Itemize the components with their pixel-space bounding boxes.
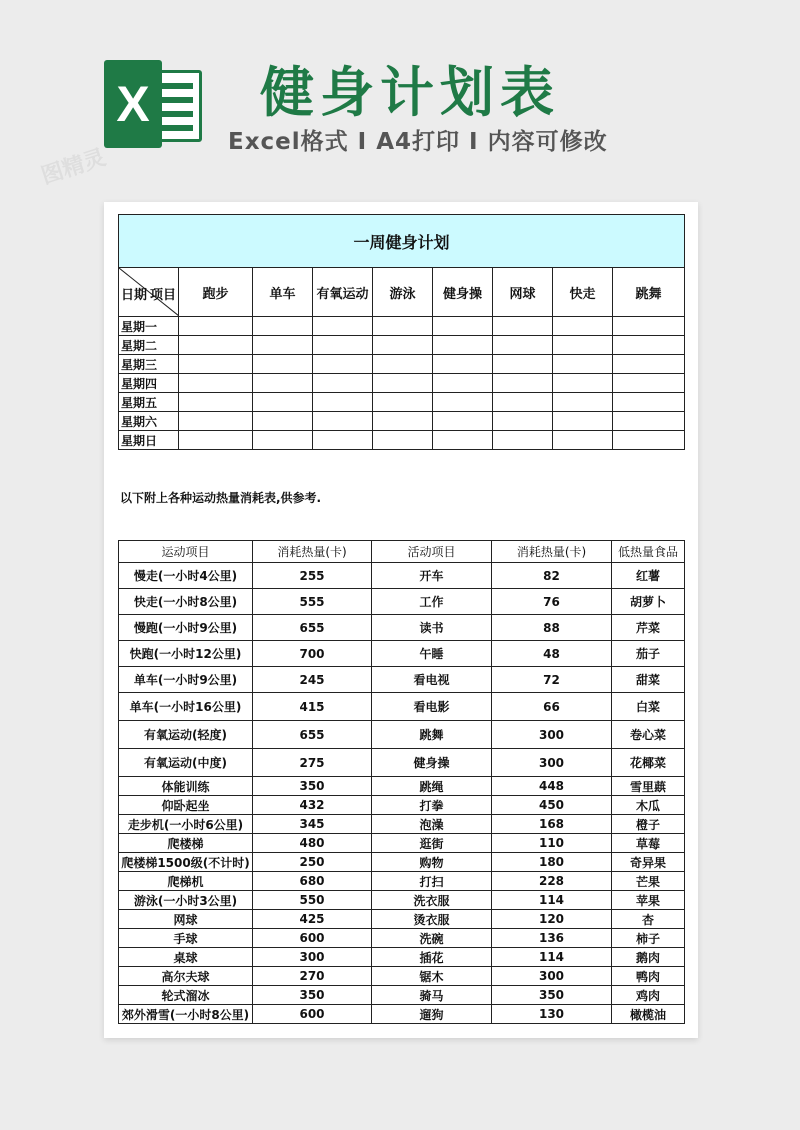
plan-cell[interactable] [179,374,253,393]
calorie-cell: 300 [253,948,372,967]
calorie-cell: 苹果 [612,891,685,910]
calorie-cell: 遛狗 [372,1005,492,1024]
calorie-cell: 高尔夫球 [119,967,253,986]
excel-logo-icon [104,60,204,148]
plan-cell[interactable] [433,431,493,450]
plan-cell[interactable] [493,336,553,355]
calorie-row [119,777,685,796]
day-label: 星期二 [119,336,179,355]
plan-cell[interactable] [179,317,253,336]
calorie-cell: 爬楼梯 [119,834,253,853]
calorie-cell: 66 [492,693,612,721]
calorie-cell: 270 [253,967,372,986]
calorie-cell: 228 [492,872,612,891]
calorie-row [119,853,685,872]
plan-cell[interactable] [493,431,553,450]
calorie-cell: 洗碗 [372,929,492,948]
calorie-cell: 655 [253,615,372,641]
calorie-cell: 350 [253,777,372,796]
calorie-cell: 555 [253,589,372,615]
day-row [119,336,685,355]
plan-cell[interactable] [179,355,253,374]
calorie-cell: 奇异果 [612,853,685,872]
calorie-cell: 700 [253,641,372,667]
diagonal-header-cell [119,268,179,317]
calorie-cell: 130 [492,1005,612,1024]
plan-cell[interactable] [179,412,253,431]
day-row [119,431,685,450]
plan-cell[interactable] [613,336,685,355]
activity-header: 网球 [493,268,553,317]
calorie-cell: 看电影 [372,693,492,721]
calorie-cell: 午睡 [372,641,492,667]
plan-cell[interactable] [253,374,313,393]
plan-cell[interactable] [433,317,493,336]
calorie-cell: 胡萝卜 [612,589,685,615]
activity-header: 有氧运动 [313,268,373,317]
calorie-cell: 655 [253,721,372,749]
plan-title-cell: 一周健身计划 [119,215,685,268]
plan-cell[interactable] [313,431,373,450]
plan-cell[interactable] [373,374,433,393]
calorie-cell: 有氧运动(中度) [119,749,253,777]
plan-cell[interactable] [253,336,313,355]
plan-cell[interactable] [373,412,433,431]
calorie-cell: 慢走(一小时4公里) [119,563,253,589]
plan-cell[interactable] [553,431,613,450]
plan-cell[interactable] [553,393,613,412]
calorie-row [119,667,685,693]
calorie-cell: 114 [492,891,612,910]
calorie-cell: 600 [253,1005,372,1024]
activity-header: 跑步 [179,268,253,317]
excel-letter-badge: X [104,60,162,148]
calorie-cell: 345 [253,815,372,834]
plan-cell[interactable] [373,355,433,374]
plan-cell[interactable] [313,393,373,412]
weekly-plan-table [118,214,685,450]
plan-cell[interactable] [373,393,433,412]
calorie-cell: 橙子 [612,815,685,834]
plan-cell[interactable] [179,336,253,355]
plan-cell[interactable] [253,317,313,336]
plan-cell[interactable] [373,336,433,355]
activity-header: 单车 [253,268,313,317]
page-title: 健身计划表 [260,61,560,124]
plan-cell[interactable] [613,317,685,336]
calorie-cell: 仰卧起坐 [119,796,253,815]
plan-cell[interactable] [613,374,685,393]
calorie-cell: 芹菜 [612,615,685,641]
calorie-row [119,693,685,721]
calorie-cell: 136 [492,929,612,948]
calorie-row [119,986,685,1005]
calorie-row [119,749,685,777]
plan-cell[interactable] [433,336,493,355]
calorie-cell: 柿子 [612,929,685,948]
calorie-cell: 泡澡 [372,815,492,834]
calorie-cell: 打拳 [372,796,492,815]
plan-cell[interactable] [313,355,373,374]
calorie-cell: 草莓 [612,834,685,853]
calorie-cell: 购物 [372,853,492,872]
calorie-row [119,967,685,986]
calorie-cell: 洗衣服 [372,891,492,910]
date-axis-label: 日期 [121,288,148,303]
item-axis-label: 项目 [149,288,176,303]
calorie-cell: 425 [253,910,372,929]
plan-cell[interactable] [253,393,313,412]
plan-cell[interactable] [493,412,553,431]
calorie-header-cell: 运动项目 [119,541,253,563]
plan-cell[interactable] [433,412,493,431]
calorie-row [119,721,685,749]
calorie-header-cell: 消耗热量(卡) [492,541,612,563]
calorie-cell: 快跑(一小时12公里) [119,641,253,667]
calorie-cell: 茄子 [612,641,685,667]
calorie-cell: 76 [492,589,612,615]
calorie-cell: 82 [492,563,612,589]
calorie-cell: 275 [253,749,372,777]
activity-header: 快走 [553,268,613,317]
plan-cell[interactable] [313,317,373,336]
calorie-cell: 300 [492,967,612,986]
calorie-header-cell: 消耗热量(卡) [253,541,372,563]
calorie-row [119,910,685,929]
calorie-cell: 有氧运动(轻度) [119,721,253,749]
calorie-cell: 350 [253,986,372,1005]
calorie-cell: 烫衣服 [372,910,492,929]
calorie-row [119,796,685,815]
calorie-cell: 跳绳 [372,777,492,796]
calorie-cell: 300 [492,721,612,749]
plan-cell[interactable] [253,431,313,450]
calorie-cell: 255 [253,563,372,589]
calorie-cell: 600 [253,929,372,948]
plan-cell[interactable] [179,431,253,450]
calorie-cell: 鹅肉 [612,948,685,967]
day-label: 星期一 [119,317,179,336]
calorie-cell: 250 [253,853,372,872]
page-subtitle: Excel格式 I A4打印 I 内容可修改 [228,129,608,155]
calorie-cell: 72 [492,667,612,693]
plan-cell[interactable] [433,393,493,412]
calorie-cell: 245 [253,667,372,693]
calorie-cell: 手球 [119,929,253,948]
calorie-cell: 工作 [372,589,492,615]
day-row [119,393,685,412]
calorie-cell: 114 [492,948,612,967]
calorie-row [119,929,685,948]
calorie-cell: 逛街 [372,834,492,853]
calorie-cell: 雪里蕻 [612,777,685,796]
plan-cell[interactable] [253,412,313,431]
plan-cell[interactable] [313,336,373,355]
header [0,0,800,200]
calorie-cell: 鸡肉 [612,986,685,1005]
calorie-cell: 杏 [612,910,685,929]
calorie-cell: 走步机(一小时6公里) [119,815,253,834]
calorie-cell: 跳舞 [372,721,492,749]
calorie-cell: 桌球 [119,948,253,967]
plan-cell[interactable] [553,317,613,336]
day-label: 星期三 [119,355,179,374]
plan-cell[interactable] [253,355,313,374]
day-row [119,374,685,393]
plan-cell[interactable] [613,355,685,374]
plan-cell[interactable] [553,412,613,431]
calorie-cell: 网球 [119,910,253,929]
calorie-cell: 450 [492,796,612,815]
day-label: 星期四 [119,374,179,393]
calorie-cell: 550 [253,891,372,910]
calorie-row [119,948,685,967]
calorie-cell: 打扫 [372,872,492,891]
calorie-cell: 快走(一小时8公里) [119,589,253,615]
calorie-cell: 168 [492,815,612,834]
calorie-row [119,815,685,834]
plan-cell[interactable] [313,374,373,393]
reference-note: 以下附上各种运动热量消耗表,供参考. [120,491,322,505]
calorie-header-row [119,541,685,563]
calorie-cell: 轮式溜冰 [119,986,253,1005]
calorie-cell: 骑马 [372,986,492,1005]
calorie-header-cell: 活动项目 [372,541,492,563]
calorie-cell: 350 [492,986,612,1005]
calorie-cell: 橄榄油 [612,1005,685,1024]
plan-cell[interactable] [179,393,253,412]
plan-cell[interactable] [553,336,613,355]
calorie-cell: 红薯 [612,563,685,589]
day-label: 星期日 [119,431,179,450]
calorie-cell: 480 [253,834,372,853]
plan-cell[interactable] [493,355,553,374]
plan-cell[interactable] [493,374,553,393]
calorie-cell: 爬梯机 [119,872,253,891]
day-row [119,355,685,374]
calorie-cell: 慢跑(一小时9公里) [119,615,253,641]
calorie-cell: 体能训练 [119,777,253,796]
calorie-cell: 180 [492,853,612,872]
calorie-cell: 88 [492,615,612,641]
calorie-cell: 432 [253,796,372,815]
calorie-cell: 110 [492,834,612,853]
calorie-cell: 郊外滑雪(一小时8公里) [119,1005,253,1024]
plan-cell[interactable] [433,355,493,374]
calorie-cell: 卷心菜 [612,721,685,749]
plan-cell[interactable] [373,317,433,336]
calorie-cell: 健身操 [372,749,492,777]
calorie-cell: 木瓜 [612,796,685,815]
plan-cell[interactable] [613,412,685,431]
calorie-row [119,1005,685,1024]
activity-header: 跳舞 [613,268,685,317]
calorie-row [119,834,685,853]
calorie-row [119,563,685,589]
plan-cell[interactable] [433,374,493,393]
day-row [119,317,685,336]
calorie-cell: 鸭肉 [612,967,685,986]
calorie-header-cell: 低热量食品 [612,541,685,563]
calorie-cell: 看电视 [372,667,492,693]
calorie-cell: 开车 [372,563,492,589]
day-label: 星期六 [119,412,179,431]
calorie-cell: 单车(一小时9公里) [119,667,253,693]
plan-cell[interactable] [613,431,685,450]
calorie-cell: 插花 [372,948,492,967]
calorie-row [119,641,685,667]
calorie-row [119,589,685,615]
calorie-cell: 游泳(一小时3公里) [119,891,253,910]
calorie-cell: 120 [492,910,612,929]
plan-cell[interactable] [493,317,553,336]
day-label: 星期五 [119,393,179,412]
calorie-row [119,872,685,891]
document-page [104,202,698,1038]
plan-cell[interactable] [313,412,373,431]
calorie-cell: 415 [253,693,372,721]
plan-cell[interactable] [373,431,433,450]
calorie-table [118,540,685,1024]
calorie-row [119,891,685,910]
calorie-cell: 48 [492,641,612,667]
activity-header: 游泳 [373,268,433,317]
plan-cell[interactable] [613,393,685,412]
calorie-cell: 爬楼梯1500级(不计时) [119,853,253,872]
calorie-cell: 锯木 [372,967,492,986]
calorie-cell: 白菜 [612,693,685,721]
watermark: 图精灵 [38,145,109,190]
calorie-cell: 680 [253,872,372,891]
calorie-cell: 读书 [372,615,492,641]
plan-cell[interactable] [553,374,613,393]
plan-header-row [119,268,685,317]
calorie-cell: 花椰菜 [612,749,685,777]
calorie-cell: 甜菜 [612,667,685,693]
calorie-cell: 300 [492,749,612,777]
activity-header: 健身操 [433,268,493,317]
plan-cell[interactable] [553,355,613,374]
plan-cell[interactable] [493,393,553,412]
calorie-cell: 芒果 [612,872,685,891]
calorie-row [119,615,685,641]
day-row [119,412,685,431]
calorie-cell: 单车(一小时16公里) [119,693,253,721]
calorie-cell: 448 [492,777,612,796]
